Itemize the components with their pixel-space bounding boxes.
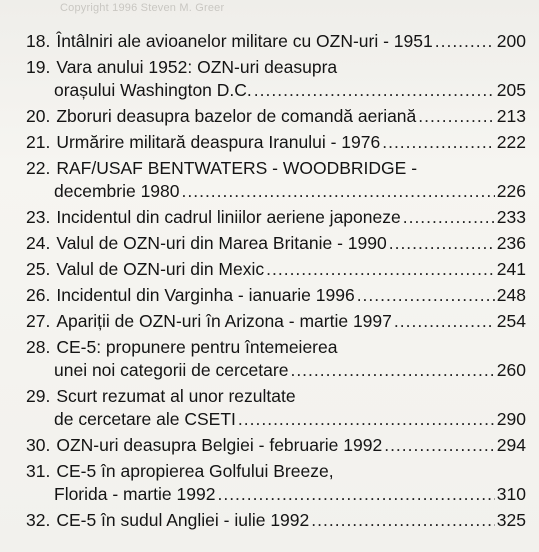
toc-entry-first-line <box>26 131 526 154</box>
chapter-number: 22. <box>26 158 51 178</box>
chapter-number: 18. <box>26 31 51 51</box>
toc-entry <box>26 56 526 102</box>
chapter-title: Valul de OZN-uri din Marea Britanie - 1990 <box>56 233 387 253</box>
chapter-title: unei noi categorii de cercetare <box>54 360 289 380</box>
chapter-number: 21. <box>26 132 51 152</box>
toc-entry-first-line <box>26 105 526 128</box>
page-number: 200 <box>496 31 526 51</box>
chapter-title: Urmărire militară deaspura Iranului - 1976 <box>56 132 381 152</box>
dot-leader <box>290 359 494 382</box>
chapter-number: 24. <box>26 233 51 253</box>
dot-leader <box>403 206 495 229</box>
page-number: 325 <box>496 510 526 530</box>
dot-leader <box>382 131 495 154</box>
dot-leader <box>394 310 495 333</box>
toc-entry <box>26 336 526 382</box>
toc-entry <box>26 206 526 229</box>
page-number: 248 <box>496 285 526 305</box>
toc-entry <box>26 434 526 457</box>
chapter-title: CE-5 în sudul Angliei - iulie 1992 <box>56 510 310 530</box>
page-number: 290 <box>496 409 526 429</box>
chapter-title: Valul de OZN-uri din Mexic <box>56 259 265 279</box>
chapter-number: 20. <box>26 106 51 126</box>
chapter-title: de cercetare ale CSETI <box>54 409 236 429</box>
toc-entry-continuation-line <box>26 79 526 102</box>
page-number: 294 <box>496 435 526 455</box>
toc-entry <box>26 284 526 307</box>
dot-leader <box>266 258 495 281</box>
chapter-number: 29. <box>26 386 51 406</box>
chapter-title: Scurt rezumat al unor rezultate <box>56 386 296 406</box>
chapter-number: 31. <box>26 461 51 481</box>
chapter-number: 30. <box>26 435 51 455</box>
chapter-number: 26. <box>26 285 51 305</box>
toc-entry <box>26 258 526 281</box>
toc-entry <box>26 509 526 532</box>
toc-entry-first-line <box>26 336 526 359</box>
chapter-title: RAF/USAF BENTWATERS - WOODBRIDGE - <box>56 158 418 178</box>
chapter-title: decembrie 1980 <box>54 181 180 201</box>
dot-leader <box>311 509 495 532</box>
dot-leader <box>238 408 495 431</box>
toc-entry-first-line <box>26 434 526 457</box>
chapter-number: 32. <box>26 510 51 530</box>
dot-leader <box>389 232 495 255</box>
page-number: 310 <box>496 484 526 504</box>
toc-entry <box>26 30 526 53</box>
toc-entry-continuation-line <box>26 359 526 382</box>
page-number: 254 <box>496 311 526 331</box>
toc-entry-continuation-line <box>26 483 526 506</box>
toc-entry <box>26 232 526 255</box>
page-number: 233 <box>496 207 526 227</box>
toc-entry-first-line <box>26 56 526 79</box>
toc-entry-first-line <box>26 206 526 229</box>
dot-leader <box>254 79 495 102</box>
page-number: 241 <box>496 259 526 279</box>
chapter-number: 23. <box>26 207 51 227</box>
chapter-title: CE-5: propunere pentru întemeierea <box>56 337 338 357</box>
page-number: 260 <box>496 360 526 380</box>
chapter-number: 28. <box>26 337 51 357</box>
chapter-title: OZN-uri deasupra Belgiei - februarie 1992 <box>56 435 383 455</box>
page-number: 226 <box>496 181 526 201</box>
toc-entry <box>26 131 526 154</box>
page-number: 205 <box>496 80 526 100</box>
toc-entry <box>26 385 526 431</box>
chapter-number: 19. <box>26 57 51 77</box>
dot-leader <box>182 180 495 203</box>
toc-entry-first-line <box>26 385 526 408</box>
toc-entry-first-line <box>26 157 526 180</box>
chapter-title: CE-5 în apropierea Golfului Breeze, <box>56 461 334 481</box>
faded-copyright-text: Copyright 1996 Steven M. Greer <box>60 2 225 14</box>
toc-entry-first-line <box>26 284 526 307</box>
toc-entry-continuation-line <box>26 408 526 431</box>
toc-entry <box>26 460 526 506</box>
toc-entry-first-line <box>26 509 526 532</box>
dot-leader <box>435 30 495 53</box>
chapter-number: 25. <box>26 259 51 279</box>
toc-entry-first-line <box>26 460 526 483</box>
chapter-title: Incidentul din Varginha - ianuarie 1996 <box>56 285 355 305</box>
page-number: 213 <box>496 106 526 126</box>
toc-entry-first-line <box>26 310 526 333</box>
toc-entry <box>26 105 526 128</box>
entry-spacer <box>26 532 526 535</box>
dot-leader <box>384 434 495 457</box>
chapter-number: 27. <box>26 311 51 331</box>
chapter-title: Incidentul din cadrul liniilor aeriene japoneze <box>56 207 401 227</box>
toc-entry-continuation-line <box>26 180 526 203</box>
dot-leader <box>217 483 494 506</box>
chapter-title: Întâlniri ale avioanelor militare cu OZN-uri - 1951 <box>56 31 433 51</box>
page-number: 236 <box>496 233 526 253</box>
chapter-title: Apariții de OZN-uri în Arizona - martie 1997 <box>56 311 392 331</box>
toc-entry <box>26 310 526 333</box>
toc-entry-first-line <box>26 30 526 53</box>
toc-entry-first-line <box>26 232 526 255</box>
chapter-title: Zboruri deasupra bazelor de comandă aeriană <box>56 106 417 126</box>
chapter-title: Florida - martie 1992 <box>54 484 216 504</box>
chapter-title: Vara anului 1952: OZN-uri deasupra <box>56 57 338 77</box>
toc-entry-first-line <box>26 258 526 281</box>
chapter-title: orașului Washington D.C. <box>54 80 252 100</box>
table-of-contents <box>26 30 526 535</box>
page-number: 222 <box>496 132 526 152</box>
toc-entry <box>26 157 526 203</box>
dot-leader <box>418 105 495 128</box>
dot-leader <box>357 284 495 307</box>
